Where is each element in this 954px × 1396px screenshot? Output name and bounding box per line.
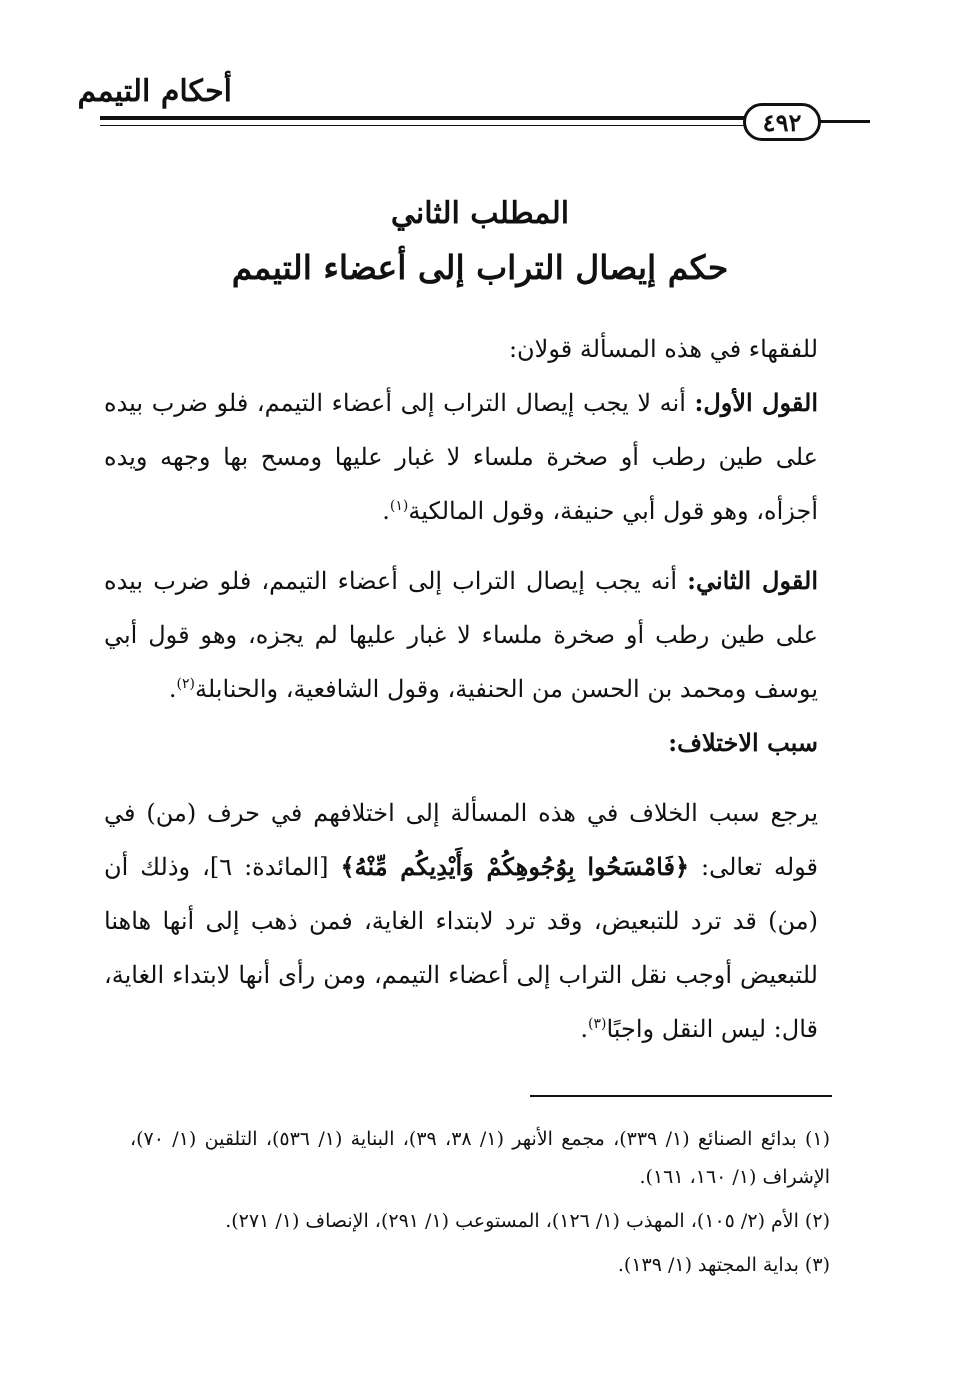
footnote-ref-2: (٢) — [176, 676, 195, 692]
header-rule-thick — [100, 116, 748, 120]
running-title: أحكام التيمم — [77, 74, 232, 109]
reason-text-b: [المائدة: ٦]، وذلك أن (من) قد ترد للتبعيض، وقد ترد لابتداء الغاية، فمن ذهب إلى أنها هاهنا للتبعيض أوجب نقل التراب إلى أعضاء التيمم، ومن رأى أنها لابتداء الغاية، قال: ليس النقل واجبًا — [104, 853, 818, 1043]
reason-end: . — [580, 1015, 588, 1043]
second-opinion-text: أنه يجب إيصال التراب إلى أعضاء التيمم، فلو ضرب بيده على طين رطب أو صخرة ملساء لا غبار عليها لم يجزه، وهو قول أبي يوسف ومحمد بن الحسن من الحنفية، وقول الشافعية، والحنابلة — [104, 567, 818, 703]
first-opinion-paragraph — [104, 376, 818, 538]
second-opinion-paragraph — [104, 554, 818, 716]
footnote-1: (١) بدائع الصنائع (١/ ٣٣٩)، مجمع الأنهر (١/ ٣٨، ٣٩)، البناية (١/ ٥٣٦)، التلقين (١/ ٧٠)، الإشراف (١/ ١٦٠، ١٦١). — [130, 1128, 831, 1188]
footnotes — [130, 1120, 830, 1290]
second-opinion-label: القول الثاني: — [687, 566, 818, 595]
footnote-3: (٣) بداية المجتهد (١/ ١٣٩). — [617, 1254, 830, 1276]
footnote-ref-1: (١) — [389, 498, 409, 514]
footnote-ref-3: (٣) — [587, 1016, 607, 1032]
second-opinion-end: . — [168, 675, 177, 703]
quran-verse: ﴿فَامْسَحُوا بِوُجُوهِكُمْ وَأَيْدِيكُم مِّنْهُ﴾ — [340, 852, 690, 881]
first-opinion-text: أنه لا يجب إيصال التراب إلى أعضاء التيمم، فلو ضرب بيده على طين رطب أو صخرة ملساء لا غبار عليها ومسح بها وجهه ويده أجزأه، وهو قول أبي حنيفة، وقول المالكية — [104, 389, 818, 525]
reason-heading: سبب الاختلاف: — [668, 728, 818, 757]
intro-paragraph: للفقهاء في هذه المسألة قولان: — [508, 335, 818, 363]
body-text — [104, 322, 818, 1056]
section-heading: حكم إيصال التراب إلى أعضاء التيمم — [231, 248, 729, 287]
header-rule-right — [818, 120, 870, 123]
first-opinion-label: القول الأول: — [694, 388, 818, 417]
footnote-2: (٢) الأم (٢/ ١٠٥)، المهذب (١/ ١٢٦)، المستوعب (١/ ٢٩١)، الإنصاف (١/ ٢٧١). — [225, 1210, 830, 1232]
reason-text-a: يرجع سبب الخلاف في هذه المسألة إلى اختلافهم في حرف (من) في قوله تعالى: — [104, 799, 819, 881]
header-rule-thin — [100, 125, 748, 126]
page-number: ٤٩٢ — [743, 103, 821, 141]
first-opinion-end: . — [382, 497, 390, 525]
section-title: المطلب الثاني — [390, 196, 570, 231]
reason-paragraph — [104, 786, 818, 1056]
footnote-separator — [530, 1095, 832, 1097]
